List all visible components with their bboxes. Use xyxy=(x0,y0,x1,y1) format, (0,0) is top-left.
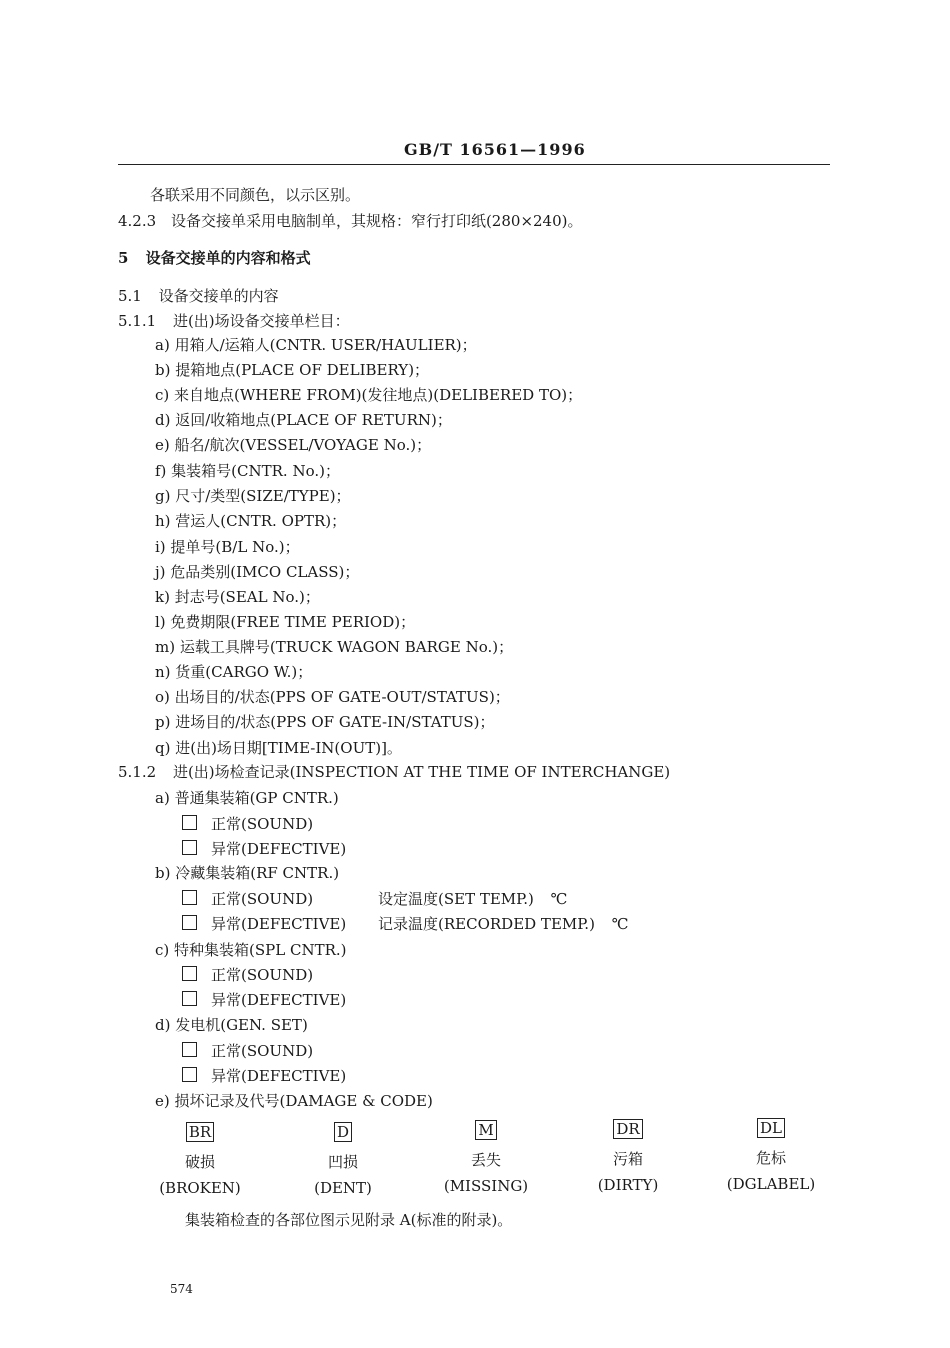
gp-sound-option xyxy=(182,813,313,834)
section-number: 5 xyxy=(118,249,129,267)
checkbox[interactable] xyxy=(182,815,197,830)
section-title: 设备交接单的内容和格式 xyxy=(145,249,311,267)
section-title: 进(出)场设备交接单栏目： xyxy=(172,312,350,330)
checkbox[interactable] xyxy=(182,1067,197,1082)
section-4-2-3 xyxy=(118,210,583,231)
section-text: 设备交接单采用电脑制单，其规格：窄行打印纸(280×240)。 xyxy=(170,212,583,230)
section-title: 设备交接单的内容 xyxy=(158,287,279,305)
option-label: 正常(SOUND) xyxy=(211,815,314,833)
spl-sound-option xyxy=(182,964,313,985)
recorded-temp-label xyxy=(378,913,628,934)
code-en-label: (DENT) xyxy=(314,1179,372,1197)
checkbox[interactable] xyxy=(182,840,197,855)
code-en-label: (DGLABEL) xyxy=(726,1175,816,1193)
list-item: l) 免费期限(FREE TIME PERIOD)； xyxy=(155,613,416,631)
list-item: i) 提单号(B/L No.)； xyxy=(155,538,300,556)
code-box: DL xyxy=(757,1118,785,1138)
damage-code-broken xyxy=(140,1122,260,1197)
header-rule xyxy=(118,164,830,165)
section-number: 4.2.3 xyxy=(118,212,157,230)
code-box: DR xyxy=(613,1119,642,1139)
option-label: 正常(SOUND) xyxy=(211,890,314,908)
section-5-1-2-heading xyxy=(118,761,670,782)
damage-code-title: e) 损坏记录及代号(DAMAGE & CODE) xyxy=(155,1092,433,1110)
list-item: e) 船名/航次(VESSEL/VOYAGE No.)； xyxy=(155,436,432,454)
code-cn-label: 破损 xyxy=(184,1153,215,1171)
section-number: 5.1 xyxy=(118,287,142,305)
list-item: p) 进场目的/状态(PPS OF GATE-IN/STATUS)； xyxy=(155,713,495,731)
checkbox[interactable] xyxy=(182,890,197,905)
section-5-heading xyxy=(118,247,311,268)
list-item: q) 进(出)场日期[TIME-IN(OUT)]。 xyxy=(155,739,402,757)
checkbox[interactable] xyxy=(182,1042,197,1057)
gp-defective-option xyxy=(182,838,346,859)
gen-sound-option xyxy=(182,1040,313,1061)
option-label: 正常(SOUND) xyxy=(211,1042,314,1060)
list-item: m) 运载工具牌号(TRUCK WAGON BARGE No.)； xyxy=(155,638,514,656)
damage-code-missing xyxy=(426,1120,546,1195)
checkbox[interactable] xyxy=(182,915,197,930)
list-item: h) 营运人(CNTR. OPTR)； xyxy=(155,512,347,530)
option-label: 异常(DEFECTIVE) xyxy=(211,991,347,1009)
list-item: b) 提箱地点(PLACE OF DELIBERY)； xyxy=(155,361,430,379)
damage-code-dent xyxy=(283,1122,403,1197)
list-item: a) 用箱人/运箱人(CNTR. USER/HAULIER)； xyxy=(155,336,477,354)
code-en-label: (MISSING) xyxy=(443,1177,529,1195)
page-number: 574 xyxy=(170,1282,193,1296)
section-5-1-1-heading xyxy=(118,310,350,331)
spl-cntr-title: c) 特种集装箱(SPL CNTR.) xyxy=(155,941,347,959)
gp-cntr-title: a) 普通集装箱(GP CNTR.) xyxy=(155,789,339,807)
damage-code-dirty xyxy=(568,1119,688,1194)
spl-defective-option xyxy=(182,989,346,1010)
checkbox[interactable] xyxy=(182,991,197,1006)
rf-cntr-title: b) 冷藏集装箱(RF CNTR.) xyxy=(155,864,340,882)
code-box: D xyxy=(334,1122,352,1142)
list-item: f) 集装箱号(CNTR. No.)； xyxy=(155,462,340,480)
set-temp-label xyxy=(378,888,567,909)
code-en-label: (DIRTY) xyxy=(597,1176,659,1194)
code-cn-label: 污箱 xyxy=(612,1150,643,1168)
code-box: M xyxy=(475,1120,496,1140)
damage-code-dglabel xyxy=(711,1118,831,1193)
option-label: 异常(DEFECTIVE) xyxy=(211,915,347,933)
code-box: BR xyxy=(186,1122,214,1142)
list-item: k) 封志号(SEAL No.)； xyxy=(155,588,320,606)
code-cn-label: 危标 xyxy=(755,1149,786,1167)
gen-set-title: d) 发电机(GEN. SET) xyxy=(155,1016,308,1034)
option-label: 异常(DEFECTIVE) xyxy=(211,840,347,858)
option-label: 异常(DEFECTIVE) xyxy=(211,1067,347,1085)
recorded-temp-text: 记录温度(RECORDED TEMP.) xyxy=(378,915,595,933)
intro-line: 各联采用不同颜色，以示区别。 xyxy=(150,186,361,204)
list-item: n) 货重(CARGO W.)； xyxy=(155,663,313,681)
set-temp-text: 设定温度(SET TEMP.) xyxy=(378,890,534,908)
list-item: j) 危品类别(IMCO CLASS)； xyxy=(155,563,360,581)
rf-sound-option xyxy=(182,888,313,909)
section-number: 5.1.1 xyxy=(118,312,157,330)
appendix-note: 集装箱检查的各部位图示见附录 A(标准的附录)。 xyxy=(185,1211,513,1229)
section-title: 进(出)场检查记录(INSPECTION AT THE TIME OF INTERCHANGE) xyxy=(172,763,671,781)
code-cn-label: 丢失 xyxy=(470,1151,501,1169)
section-5-1-heading xyxy=(118,285,279,306)
section-number: 5.1.2 xyxy=(118,763,157,781)
celsius-unit: ℃ xyxy=(550,890,568,908)
list-item: c) 来自地点(WHERE FROM)(发往地点)(DELIBERED TO)； xyxy=(155,386,583,404)
list-item: d) 返回/收箱地点(PLACE OF RETURN)； xyxy=(155,411,452,429)
celsius-unit: ℃ xyxy=(611,915,629,933)
rf-defective-option xyxy=(182,913,346,934)
option-label: 正常(SOUND) xyxy=(211,966,314,984)
code-en-label: (BROKEN) xyxy=(159,1179,241,1197)
code-cn-label: 凹损 xyxy=(327,1153,358,1171)
list-item: o) 出场目的/状态(PPS OF GATE-OUT/STATUS)； xyxy=(155,688,510,706)
checkbox[interactable] xyxy=(182,966,197,981)
list-item: g) 尺寸/类型(SIZE/TYPE)； xyxy=(155,487,351,505)
document-code: GB/T 16561—1996 xyxy=(404,140,586,159)
gen-defective-option xyxy=(182,1065,346,1086)
